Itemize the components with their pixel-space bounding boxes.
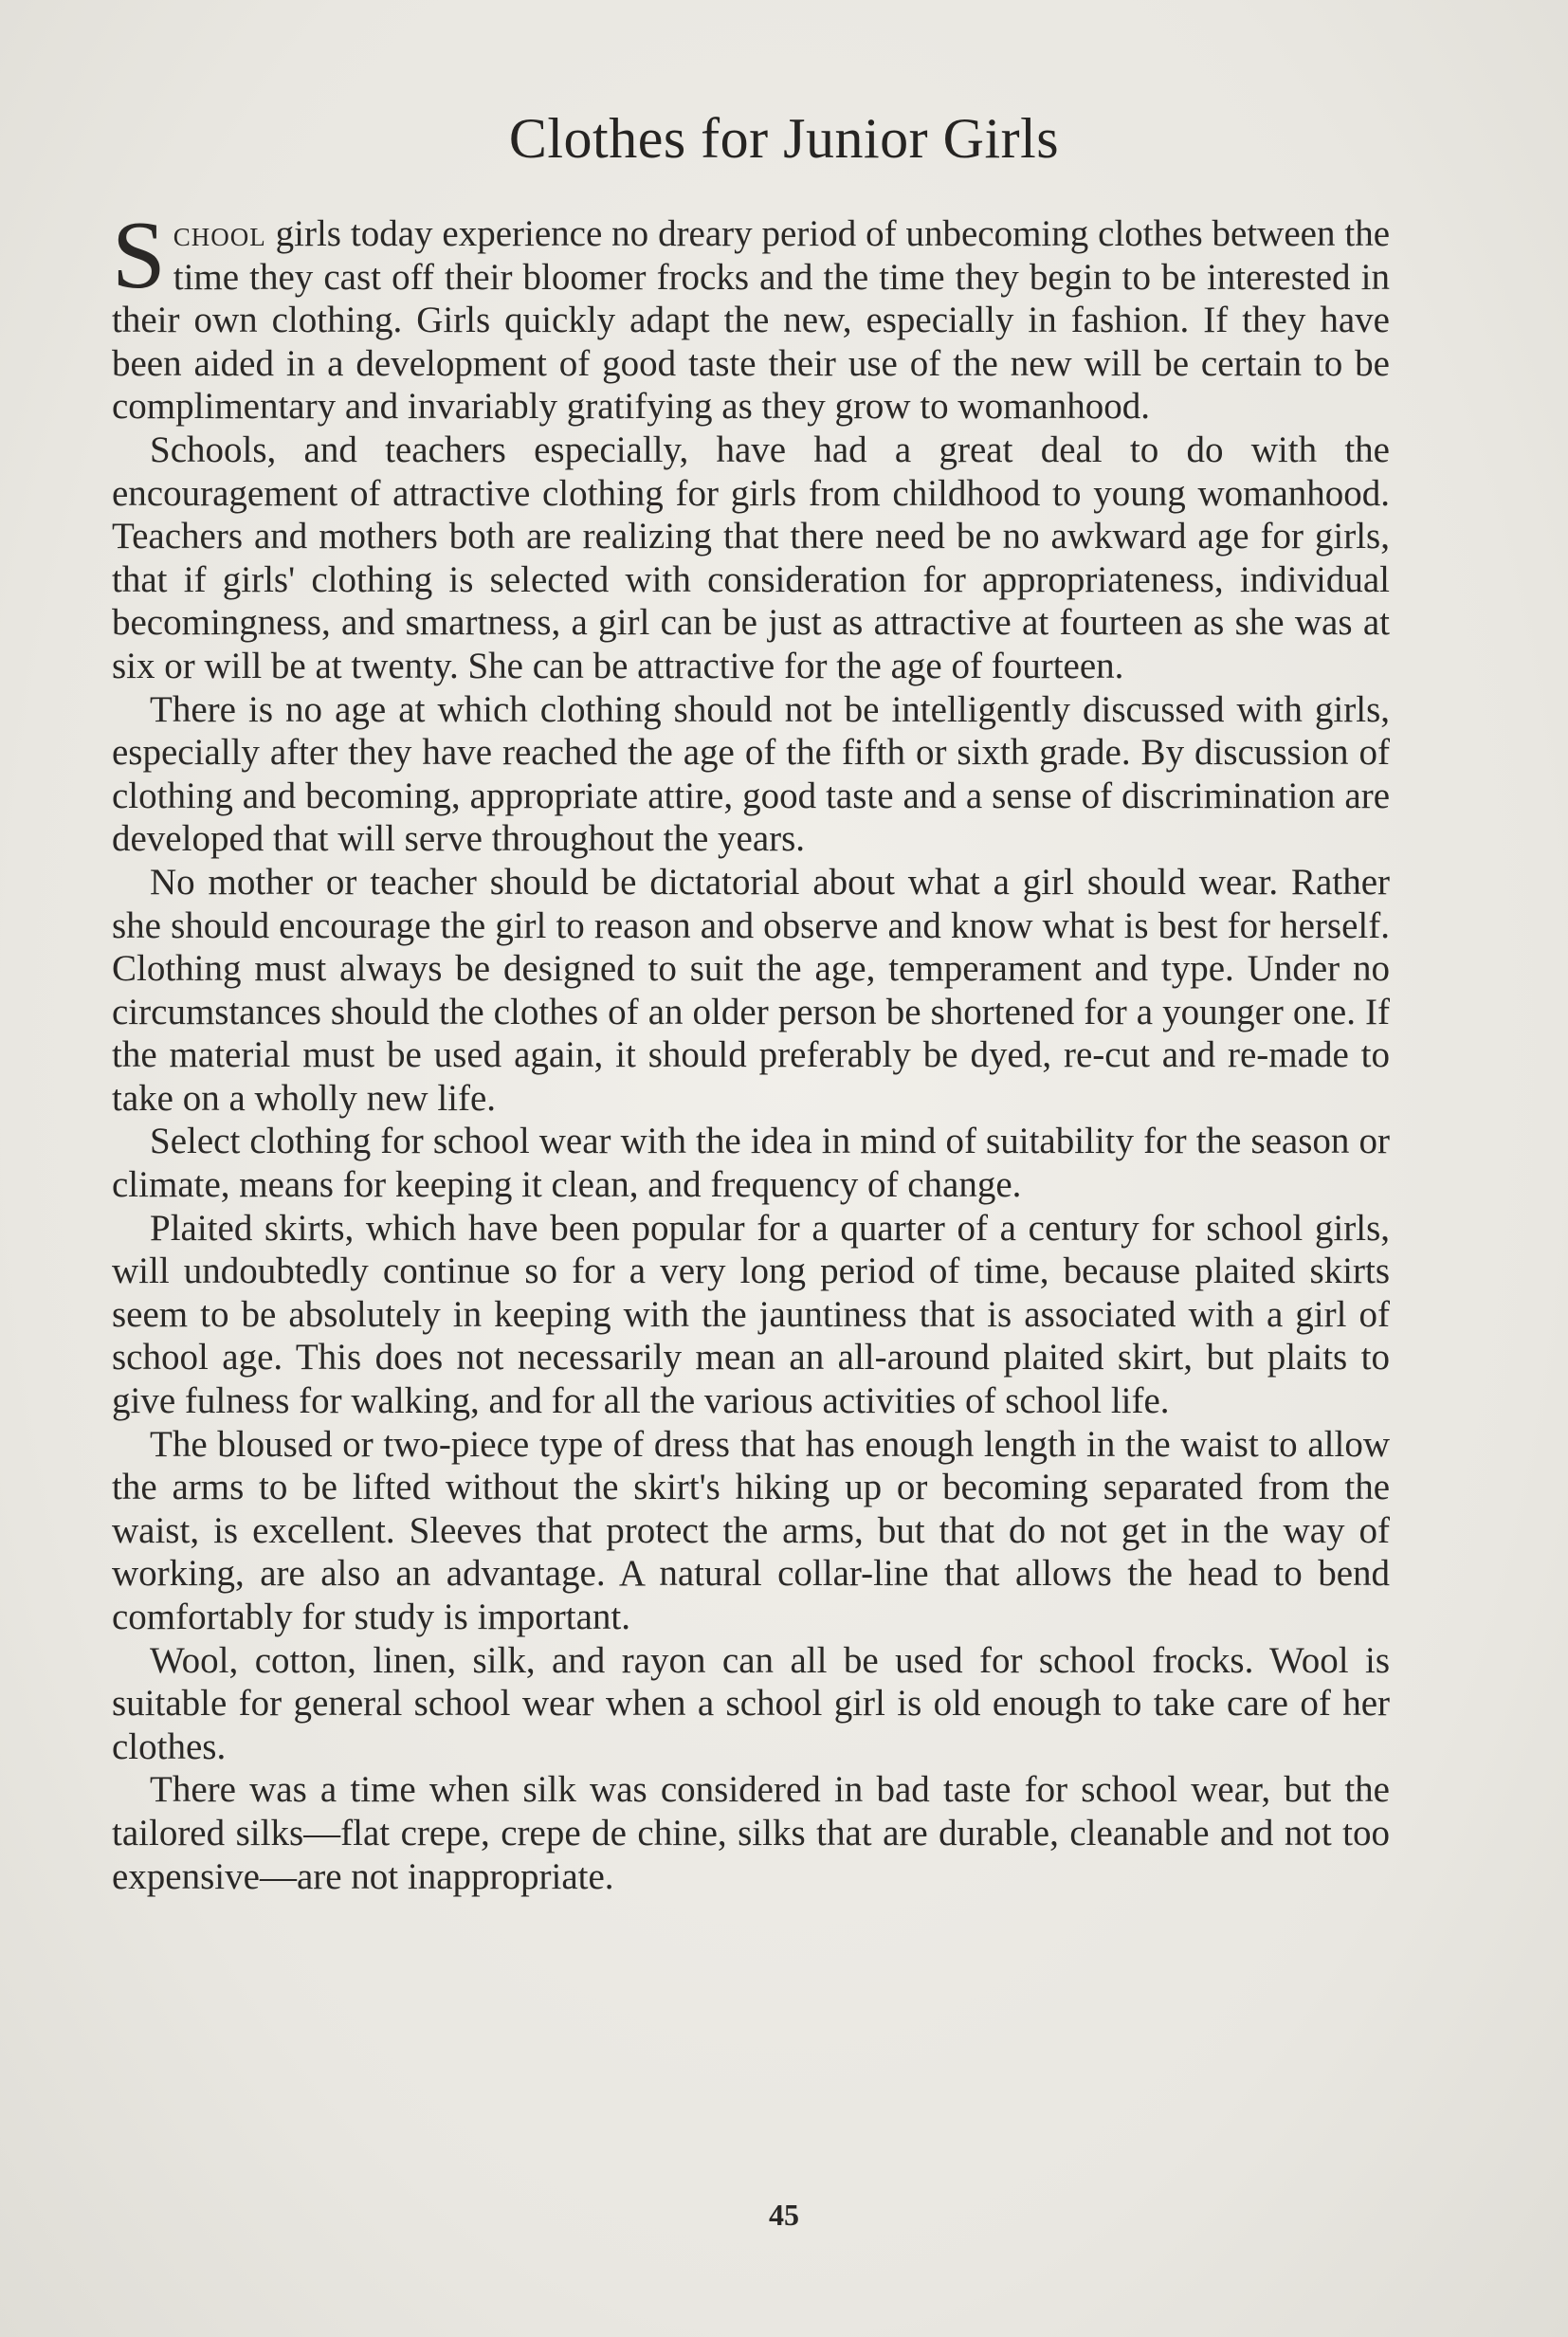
lead-word: chool [173,213,266,254]
paragraph-3: There is no age at which clothing should not be intelligently discussed with girls, especially after they have reached the age of the fifth or sixth grade. By discussion of clothing and becoming, appropriate attire, good taste and a sense of discrimination are developed that will serve throughout the years. [112,688,1390,860]
paragraph-6: Plaited skirts, which have been popular for a quarter of a century for school girls, will undoubtedly continue so for a very long period of time, because plaited skirts seem to be absolutely in keeping with the jauntiness that is associated with a girl of school age. This does not necessarily mean an all-around plaited skirt, but plaits to give fulness for walking, and for all the various activities of school life. [112,1207,1390,1422]
paragraph-7: The bloused or two-piece type of dress that has enough length in the waist to allow the arms to be lifted without the skirt's hiking up or becoming separated from the waist, is excellent. Sleeves that protect the arms, but that do not get in the way of working, are also an advantage. A natural collar-line that allows the head to bend comfortably for study is important. [112,1423,1390,1637]
page-title: Clothes for Junior Girls [508,107,1060,170]
paragraph-1 [112,202,1390,429]
drop-cap: S [112,202,166,309]
paragraph-2: Schools, and teachers especially, have had a great deal to do with the encouragement of attractive clothing for girls from childhood to young womanhood. Teachers and mothers both are realizing that there need be no awkward age for girls, that if girls' clothing is selected with consideration for appropriateness, individual becomingness, and smartness, a girl can be just as attractive at fourteen as she was at six or will be at twenty. She can be attractive for the age of fourteen. [112,429,1390,686]
body-text [112,202,1390,1898]
page-number: 45 [769,2198,799,2232]
paragraph-1-text: girls today experience no dreary period of unbecoming clothes between the time they cast off their bloomer frocks and the time they begin to be interested in their own clothing. Girls quickly adapt the new, especially in fashion. If they have been aided in a development of good taste their use of the new will be certain to be complimentary and invariably gratifying as they grow to womanhood. [112,213,1390,428]
paragraph-5: Select clothing for school wear with the idea in mind of suitability for the season or climate, means for keeping it clean, and frequency of change. [112,1121,1390,1206]
paragraph-4: No mother or teacher should be dictatorial about what a girl should wear. Rather she should encourage the girl to reason and observe and know what is best for herself. Clothing must always be designed to suit the age, temperament and type. Under no circumstances should the clothes of an older person be shortened for a younger one. If the material must be used again, it should preferably be dyed, re-cut and re-made to take on a wholly new life. [112,861,1390,1119]
paragraph-9: There was a time when silk was considered in bad taste for school wear, but the tailored silks—flat crepe, crepe de chine, silks that are durable, cleanable and not too expensive—are not inappropriate. [112,1769,1390,1897]
paragraph-8: Wool, cotton, linen, silk, and rayon can all be used for school frocks. Wool is suitable for general school wear when a school girl is old enough to take care of her clothes. [112,1639,1390,1767]
